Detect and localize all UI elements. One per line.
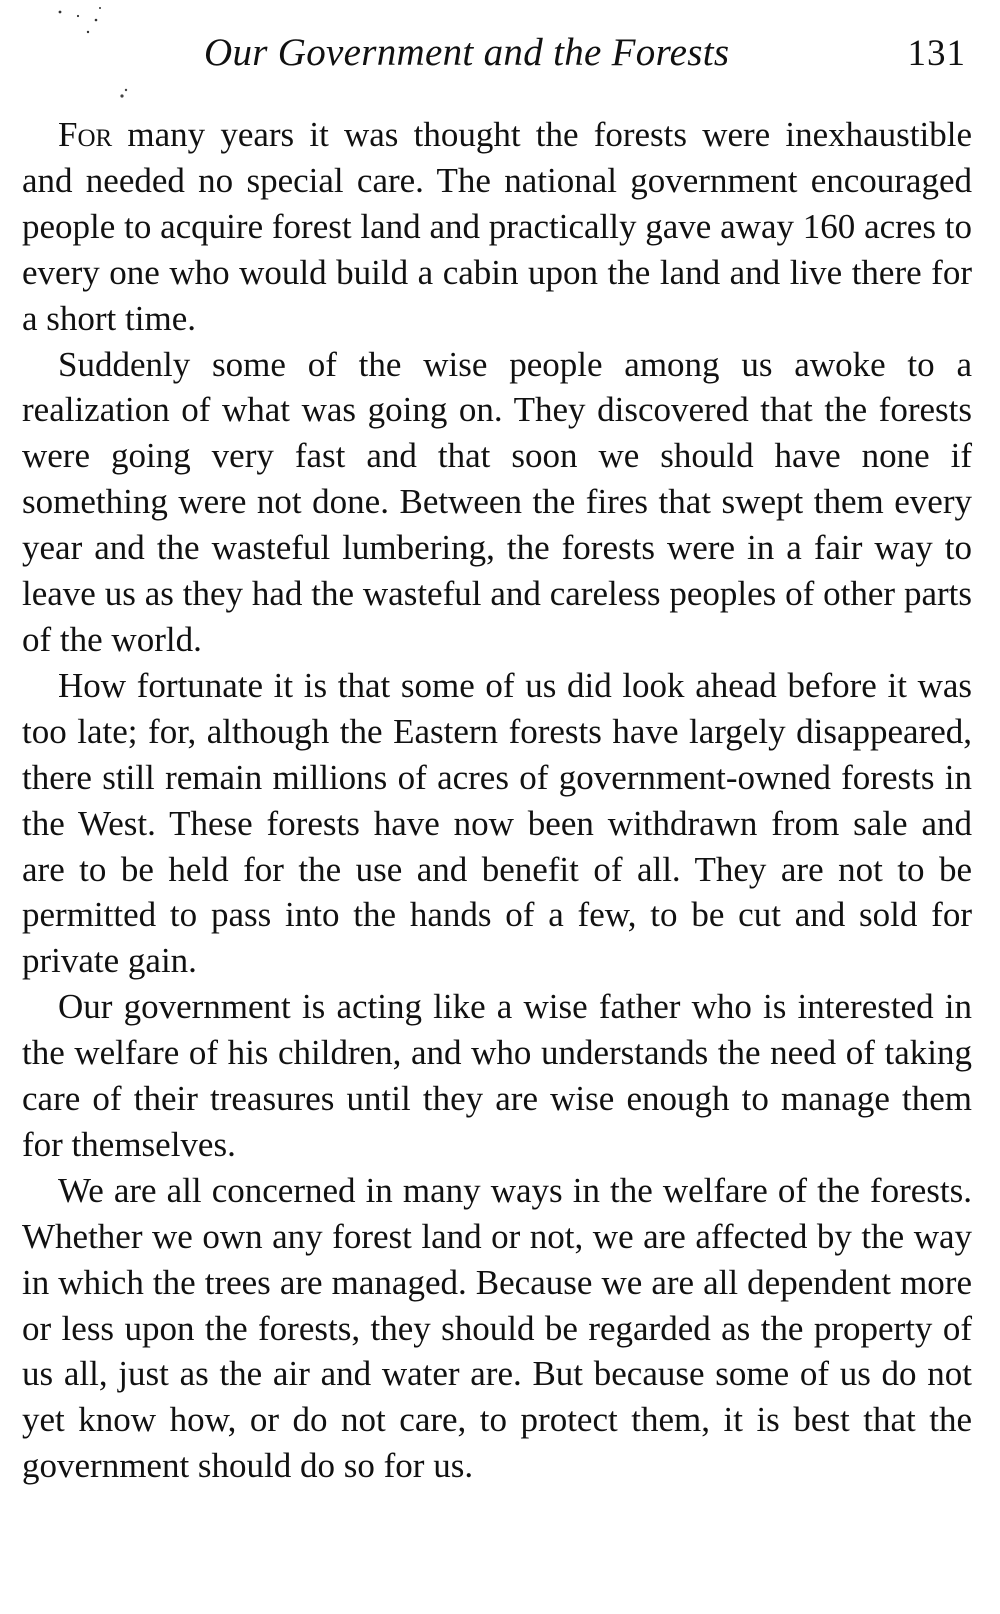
book-page [22,0,978,1614]
body-text [22,112,972,1489]
paragraph-1-text: many years it was thought the forests were inexhaustible and needed no special care. The national government encouraged people to acquire forest land and practically gave away 160 acres to every one who would build a cabin upon the land and live there for a short time. [22,115,972,338]
paragraph-3: How fortunate it is that some of us did look ahead before it was too late; for, although the Eastern forests have largely disappeared, there still remain millions of acres of government-owned forests in the West. These forests have now been withdrawn from sale and are to be held for the use and benefit of all. They are not to be permitted to pass into the hands of a few, to be cut and sold for private gain. [22,665,972,981]
paragraph-4: Our government is acting like a wise father who is interested in the welfare of his children, and who understands the need of taking care of their treasures until they are wise enough to manage them for themselves. [22,987,972,1164]
paragraph-2: Suddenly some of the wise people among us awoke to a realization of what was going on. They discovered that the forests were going very fast and that soon we should have none if something were not done. Between the fires that swept them every year and the wasteful lumbering, the forests were in a fair way to leave us as they had the wasteful and careless peoples of other parts of the world. [22,344,972,659]
paragraph-1 [22,112,972,342]
paragraph-5: We are all concerned in many ways in the welfare of the forests. Whether we own any forest land or not, we are affected by the way in which the trees are managed. Because we are all dependent more or less upon the forests, they should be regarded as the property of us all, just as the air and water are. But because some of us do not yet know how, or do not care, to protect them, it is best that the government should do so for us. [22,1170,972,1486]
running-head [22,30,978,80]
page-number: 131 [907,33,966,74]
running-title: Our Government and the Forests [204,31,730,74]
paragraph-lead-word: For [58,115,113,154]
